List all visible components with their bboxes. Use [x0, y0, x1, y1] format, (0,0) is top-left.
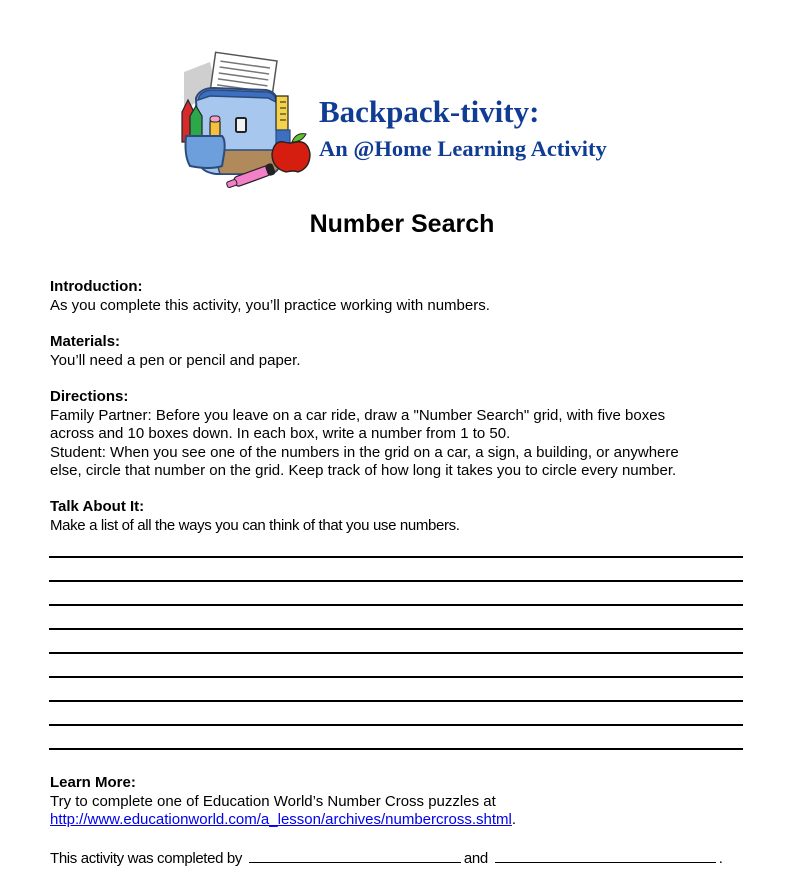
section-body: As you complete this activity, you’ll practice working with numbers. [50, 296, 490, 314]
answer-line[interactable] [49, 556, 743, 580]
section-body: Try to complete one of Education World’s Number Cross puzzles at [50, 792, 496, 810]
answer-line[interactable] [49, 748, 743, 750]
section-materials [50, 333, 760, 370]
section-directions [50, 388, 760, 481]
section-body: You’ll need a pen or pencil and paper. [50, 351, 301, 369]
section-heading: Materials: [50, 333, 121, 350]
answer-line[interactable] [49, 604, 743, 628]
banner-title: Backpack-tivity: [319, 94, 540, 129]
completion-signature [50, 848, 723, 868]
answer-line[interactable] [49, 700, 743, 724]
signature-suffix: . [718, 850, 723, 867]
answer-line[interactable] [49, 580, 743, 604]
signature-prefix: This activity was completed by [50, 850, 243, 867]
answer-lines [49, 556, 743, 750]
directions-line: Student: When you see one of the numbers in the grid on a car, a sign, a building, or anywhere [50, 443, 679, 461]
page-title: Number Search [309, 210, 495, 238]
section-introduction [50, 278, 760, 315]
numbercross-link[interactable]: http://www.educationworld.com/a_lesson/archives/numbercross.shtml [50, 811, 512, 828]
section-heading: Introduction: [50, 278, 143, 295]
section-heading: Directions: [50, 388, 129, 405]
signature-connector: and [463, 850, 488, 867]
answer-line[interactable] [49, 676, 743, 700]
directions-line: Family Partner: Before you leave on a car ride, draw a "Number Search" grid, with five boxes [50, 406, 666, 424]
banner-subtitle: An @Home Learning Activity [319, 136, 607, 161]
name-blank-1[interactable] [249, 848, 461, 863]
backpack-icon [170, 50, 318, 192]
link-suffix: . [511, 811, 517, 828]
answer-line[interactable] [49, 724, 743, 748]
directions-line: else, circle that number on the grid. Keep track of how long it takes you to circle every number. [50, 462, 677, 479]
answer-line[interactable] [49, 652, 743, 676]
section-learn-more [50, 774, 760, 830]
directions-line: across and 10 boxes down. In each box, write a number from 1 to 50. [50, 425, 511, 442]
section-talk-about-it [50, 498, 760, 535]
section-heading: Learn More: [50, 774, 136, 791]
header-banner [170, 50, 650, 195]
section-body: Make a list of all the ways you can think of that you use numbers. [50, 516, 460, 534]
name-blank-2[interactable] [495, 848, 716, 863]
section-heading: Talk About It: [50, 498, 145, 515]
link-line [50, 811, 760, 830]
answer-line[interactable] [49, 628, 743, 652]
